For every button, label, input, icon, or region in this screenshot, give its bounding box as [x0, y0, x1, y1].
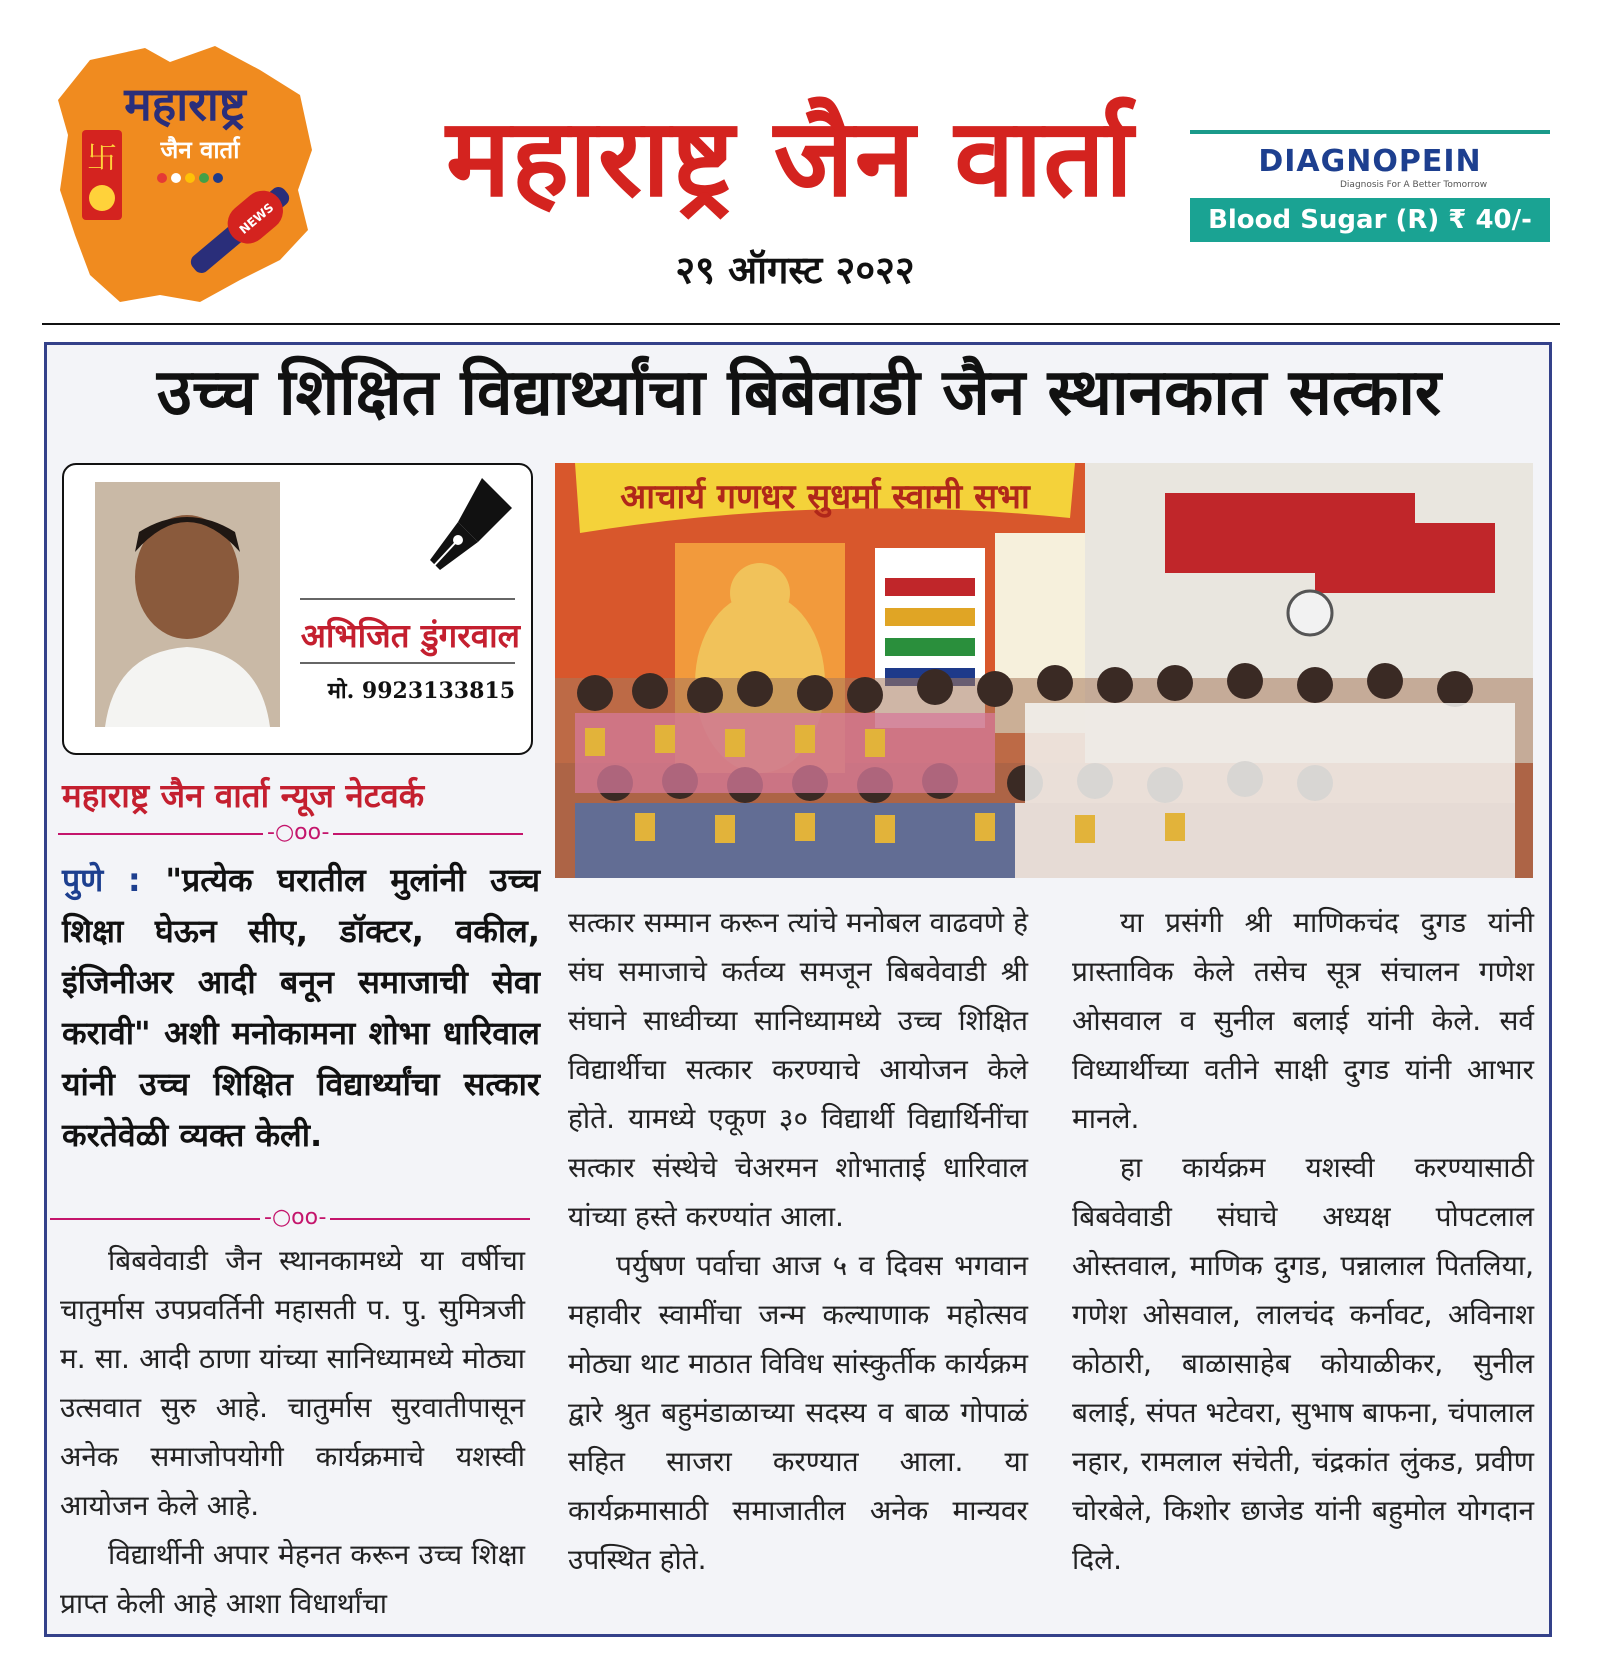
- ad-top-line: [1190, 130, 1550, 134]
- article-headline: उच्च शिक्षित विद्यार्थ्यांचा बिबेवाडी जैन स्थानकात सत्कार: [156, 356, 1442, 430]
- masthead-title: महाराष्ट्र जैन वार्ता: [446, 96, 1134, 221]
- lead-quote: "प्रत्येक घरातील मुलांनी उच्च शिक्षा घेऊन सीए, डॉक्टर, वकील, इंजिनीअर आदी बनून समाजाची सेवा करावी" अशी मनोकामना शोभा धारिवाल यांनी उच्च शिक्षित विद्यार्थ्यांचा सत्कार करतेवेळी व्यक्त केली.: [62, 861, 541, 1154]
- paragraph: सत्कार सम्मान करून त्यांचे मनोबल वाढवणे हे संघ समाजाचे कर्तव्य समजून बिबवेवाडी श्री संघाने साध्वीच्या सानिध्यामध्ये उच्च शिक्षित विद्यार्थीचा सत्कार करण्याचे आयोजन केले होते. यामध्ये एकूण ३० विद्यार्थी विद्यार्थिनींचा सत्कार संस्थेचे चेअरमन शोभाताई धारिवाल यांच्या हस्ते करण्यांत आला.: [568, 906, 1028, 1233]
- photo-banner-text: आचार्य गणधर सुधर्मा स्वामी सभा: [620, 477, 1030, 517]
- article-column-3: [1072, 898, 1534, 1584]
- ad-offer: Blood Sugar (R) ₹ 40/-: [1190, 198, 1550, 242]
- paragraph: या प्रसंगी श्री माणिकचंद दुगड यांनी प्रास्ताविक केले तसेच सूत्र संचालन गणेश ओसवाल व सुनील बलाई यांनी केले. सर्व विध्यार्थीच्या वतीने साक्षी दुगड यांनी आभार मानले.: [1072, 906, 1534, 1135]
- paragraph: बिबवेवाडी जैन स्थानकामध्ये या वर्षीचा चातुर्मास उपप्रवर्तिनी महासती प. पु. सुमित्रजी म. सा. आदी ठाणा यांच्या सानिध्यामध्ये मोठ्या उत्सवात सुरु आहे. चातुर्मास सुरवातीपासून अनेक समाजोपयोगी कार्यक्रमाचे यशस्वी आयोजन केले आहे.: [60, 1244, 525, 1522]
- article-column-1: [60, 1236, 525, 1628]
- ornament-divider-top: [58, 820, 523, 845]
- author-photo: [95, 482, 280, 727]
- issue-date: २९ ऑगस्ट २०२२: [675, 248, 915, 292]
- masthead-rule: [42, 323, 1560, 325]
- author-rule-top: [300, 598, 515, 600]
- logo-subtitle: जैन वार्ता: [160, 136, 240, 164]
- event-photo: [555, 463, 1533, 878]
- news-network-credit: महाराष्ट्र जैन वार्ता न्यूज नेटवर्क: [62, 776, 425, 815]
- author-rule-mid: [300, 662, 515, 664]
- pen-nib-icon: [420, 470, 520, 580]
- ad-brand: DIAGNOPEIN: [1258, 144, 1482, 179]
- ornament-divider-bottom: [50, 1205, 530, 1230]
- article-lead: [62, 855, 540, 1161]
- logo-title: महाराष्ट्र: [124, 77, 246, 131]
- svg-text:卐: 卐: [87, 141, 117, 176]
- paragraph: विद्यार्थीनी अपार मेहनत करून उच्च शिक्षा प्राप्त केली आहे आशा विधार्थांचा: [60, 1538, 525, 1620]
- ad-tagline: Diagnosis For A Better Tomorrow: [1340, 180, 1488, 190]
- dateline-place: पुणे :: [62, 861, 141, 899]
- advertisement[interactable]: [1190, 130, 1550, 242]
- divider-ornament-icon: -○oo-: [263, 822, 333, 844]
- paragraph: हा कार्यक्रम यशस्वी करण्यासाठी बिबवेवाडी संघाचे अध्यक्ष पोपटलाल ओस्तवाल, माणिक दुगड, पन्नालाल पितलिया, गणेश ओसवाल, लालचंद कर्नावट, अविनाश कोठारी, बाळासाहेब कोयाळीकर, सुनील बलाई, संपत भटेवरा, सुभाष बाफना, चंपालाल नहार, रामलाल संचेती, चंद्रकांत लुंकड, प्रवीण चोरबेले, किशोर छाजेड यांनी बहुमोल योगदान दिले.: [1072, 1151, 1534, 1576]
- author-name: अभिजित डुंगरवाल: [300, 616, 520, 655]
- newspaper-logo: [50, 40, 320, 310]
- divider-ornament-icon: -○oo-: [260, 1207, 330, 1229]
- article-column-2: [568, 898, 1028, 1584]
- author-phone: मो. 9923133815: [327, 678, 515, 704]
- logo-news-label: NEWS: [236, 200, 277, 237]
- paragraph: पर्युषण पर्वाचा आज ५ व दिवस भगवान महावीर स्वामींचा जन्म कल्याणाक महोत्सव मोठ्या थाट माठात विविध सांस्कुर्तीक कार्यक्रम द्वारे श्रुत बहुमंडाळाच्या सदस्य व बाळ गोपाळं सहित साजरा करण्यात आला. या कार्यक्रमासाठी समाजातील अनेक मान्यवर उपस्थित होते.: [568, 1249, 1028, 1576]
